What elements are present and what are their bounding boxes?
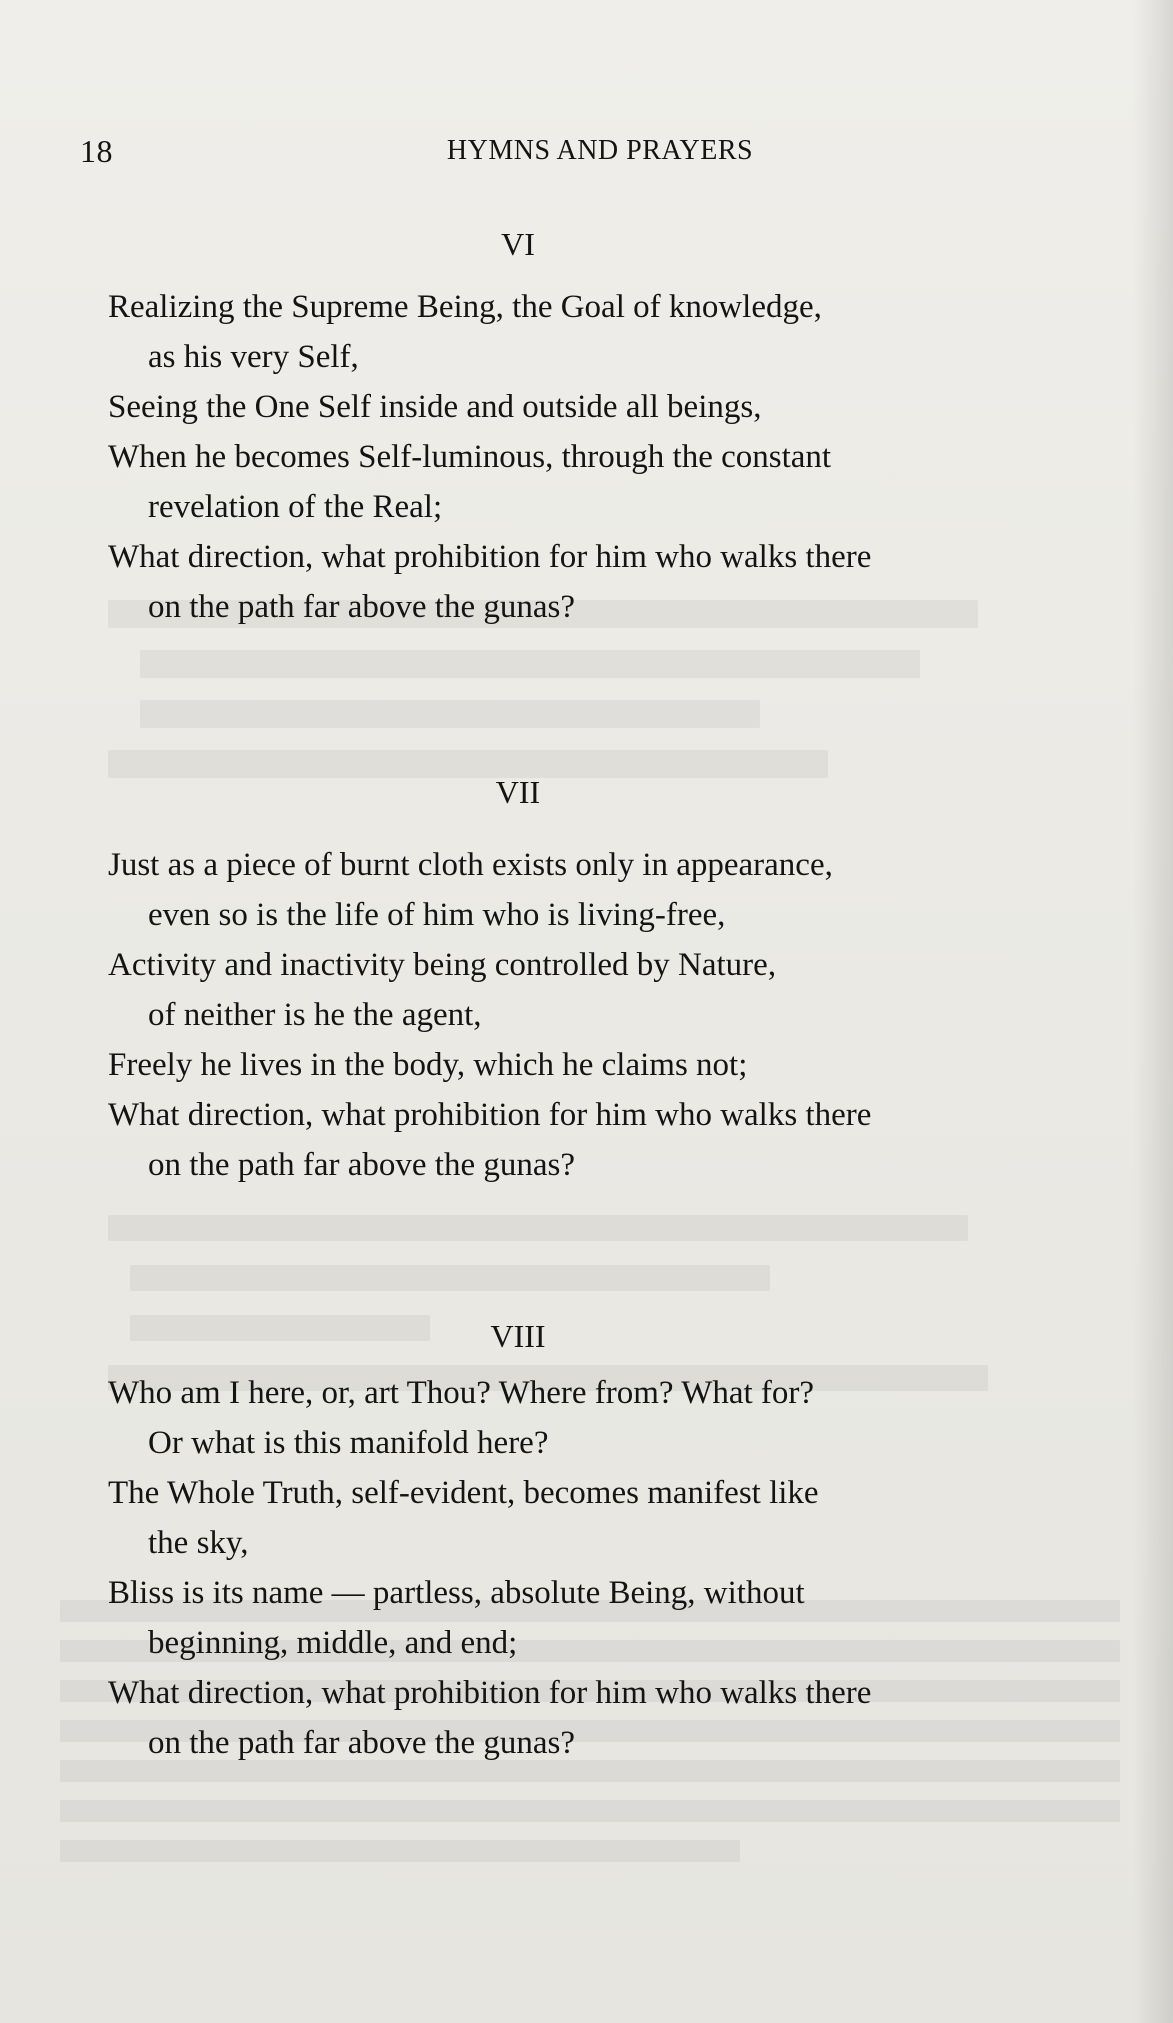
verse-line: Bliss is its name — partless, absolute Being, without [108,1575,805,1611]
verse-line: Activity and inactivity being controlled by Nature, [108,947,777,983]
verse-line: Who am I here, or, art Thou? Where from? What for? [108,1375,815,1411]
verse-line: beginning, middle, and end; [148,1625,518,1661]
stanza-title: VI [501,226,535,262]
verse-line: Just as a piece of burnt cloth exists only in appearance, [108,847,833,883]
verse-line: Realizing the Supreme Being, the Goal of knowledge, [108,289,822,325]
verse-line: on the path far above the gunas? [148,1725,576,1761]
verse-line: on the path far above the gunas? [148,1147,576,1183]
verse-line: of neither is he the agent, [148,997,482,1033]
verse-line: even so is the life of him who is living-free, [148,897,726,933]
verse-line: Seeing the One Self inside and outside all beings, [108,389,762,425]
verse-line: The Whole Truth, self-evident, becomes manifest like [108,1475,819,1511]
verse-line: When he becomes Self-luminous, through the constant [108,439,832,475]
page-header [80,133,1080,173]
stanza-title: VIII [490,1318,546,1354]
verse-line: What direction, what prohibition for him who walks there [108,1097,872,1133]
verse-line: revelation of the Real; [148,489,443,525]
verse-line: on the path far above the gunas? [148,589,576,625]
stanza-viii [108,1310,1108,1768]
stanza-vi [108,218,1108,632]
verse-line: What direction, what prohibition for him who walks there [108,1675,872,1711]
verse-line: the sky, [148,1525,249,1561]
stanza-vii [108,766,1108,1190]
verse-line: What direction, what prohibition for him who walks there [108,539,872,575]
verse-line: Or what is this manifold here? [148,1425,549,1461]
page-number: 18 [80,133,113,169]
verse-line: Freely he lives in the body, which he claims not; [108,1047,748,1083]
running-head: HYMNS AND PRAYERS [446,135,754,166]
stanza-title: VII [495,774,541,810]
verse-line: as his very Self, [148,339,359,375]
page-edge-shadow [1133,0,1173,2023]
